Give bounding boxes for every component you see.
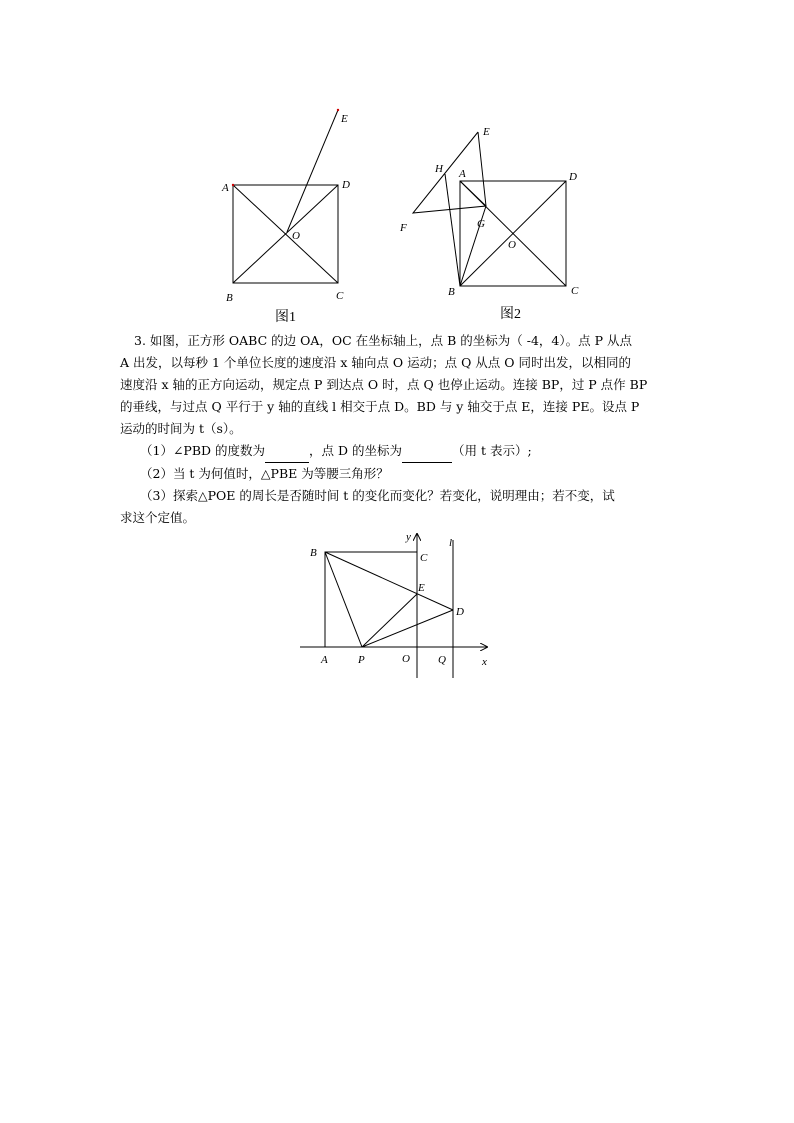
question-2: （2）当 t 为何值时，△PBE 为等腰三角形？ (140, 466, 389, 481)
answer-blank-coordinate[interactable] (402, 440, 452, 463)
problem-line-4: 的垂线，与过点 Q 平行于 y 轴的直线 l 相交于点 D。BD 与 y 轴交于点 E，连接 PE。设点 P (120, 399, 640, 414)
label-o: O (508, 239, 516, 251)
label-c: C (336, 290, 344, 302)
ray-oe (287, 110, 338, 232)
answer-blank-angle[interactable] (265, 440, 309, 463)
label-x: x (482, 656, 487, 668)
label-b: B (310, 547, 317, 559)
label-p: P (358, 654, 365, 666)
label-o: O (402, 653, 410, 665)
label-b: B (448, 286, 455, 298)
problem-line-3: 速度沿 x 轴的正方向运动，规定点 P 到达点 O 时，点 Q 也停止运动。连接 BP，过 P 点作 BP (120, 377, 648, 392)
label-l: l (449, 537, 453, 549)
segment-ag (460, 181, 486, 206)
label-f: F (400, 222, 407, 234)
label-d: D (569, 171, 577, 183)
segment-bh (445, 174, 460, 286)
question-1-text-c: （用 t 表示）; (452, 443, 532, 458)
segment-pd (362, 610, 453, 647)
label-a: A (459, 168, 466, 180)
question-3-line-2: 求这个定值。 (120, 510, 196, 525)
label-e: E (483, 126, 490, 138)
question-1-text-b: ，点 D 的坐标为 (309, 443, 403, 458)
segment-pe (362, 594, 417, 647)
label-d: D (456, 606, 464, 618)
figure-3 (295, 528, 500, 678)
question-1 (120, 440, 686, 463)
problem-3 (120, 330, 686, 529)
question-3-line-1: （3）探索△POE 的周长是否随时间 t 的变化而变化？若变化，说明理由；若不变，试 (140, 488, 615, 503)
label-d: D (342, 179, 350, 191)
problem-line-1: 3. 如图，正方形 OABC 的边 OA，OC 在坐标轴上，点 B 的坐标为（ -4，4）。点 P 从点 (134, 333, 632, 348)
label-h: H (435, 163, 443, 175)
label-q: Q (438, 654, 446, 666)
label-g: G (477, 218, 485, 230)
figure-1-caption: 图1 (275, 310, 296, 325)
triangle-efh (413, 132, 486, 213)
square-oabc (325, 552, 417, 647)
label-b: B (226, 292, 233, 304)
question-1-text-a: （1）∠PBD 的度数为 (140, 443, 266, 458)
label-c: C (420, 552, 428, 564)
label-a: A (222, 182, 229, 194)
label-a: A (321, 654, 328, 666)
label-y: y (406, 531, 411, 543)
problem-line-5: 运动的时间为 t（s）。 (120, 421, 242, 436)
label-c: C (571, 285, 579, 297)
label-o: O (292, 230, 300, 242)
label-e: E (341, 113, 348, 125)
figure-2-caption: 图2 (500, 307, 521, 322)
figure-1 (215, 100, 365, 330)
figure-2 (395, 120, 595, 330)
problem-line-2: A 出发，以每秒 1 个单位长度的速度沿 x 轴向点 O 运动；点 Q 从点 O 同时出发，以相同的 (120, 355, 631, 370)
label-e: E (418, 582, 425, 594)
